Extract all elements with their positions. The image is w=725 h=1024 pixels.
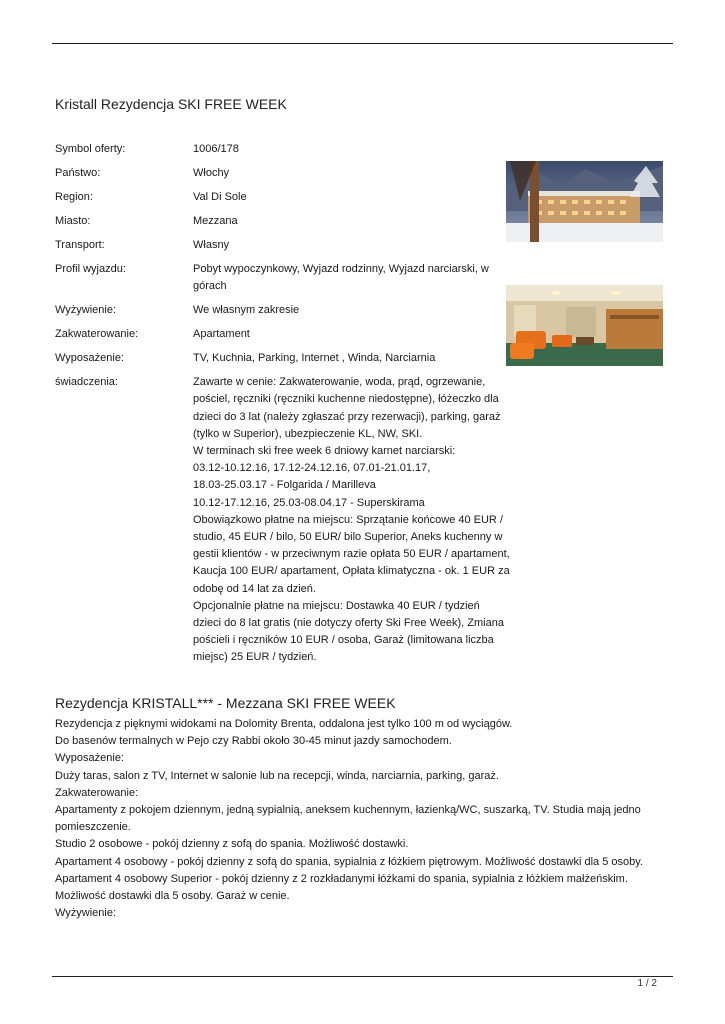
spec-value: TV, Kuchnia, Parking, Internet , Winda, Narciarnia <box>193 352 436 365</box>
spec-row-country <box>55 165 510 182</box>
lobby-interior-photo <box>506 285 663 366</box>
spec-value: Włochy <box>193 167 230 179</box>
description-paragraph: Do basenów termalnych w Pejo czy Rabbi około 30-45 minut jazdy samochodem. <box>55 735 452 748</box>
spec-value: We własnym zakresie <box>193 304 300 317</box>
spec-value: Val Di Sole <box>193 191 247 203</box>
spec-row-profile <box>55 261 510 295</box>
description-paragraph: Apartament 4 osobowy - pokój dzienny z sofą do spania, sypialnia z łóżkiem piętrowym. Możliwość dostawki dla 5 osoby. <box>55 855 643 868</box>
spec-label: Profil wyjazdu: <box>55 263 126 275</box>
spec-value: Zawarte w cenie: Zakwaterowanie, woda, prąd, ogrzewanie, pościel, ręczniki (ręczniki kuchenne niedostępne), łóżeczko dla dzieci do 3 lat (należy zgłaszać przy rezerwacji), parking, garaż (tylko w Superior), ubezpieczenie KL, NW, SKI. W terminach ski free week 6 dniowy karnet narciarski: 03.12-10.12.16, 17.12-24.12.16, 07.01-21.01.17, 18.03-25.03.17 - Folgarida / Marilleva 10.12-17.12.16, 25.03-08.04.17 - Superskirama Obowiązkowo płatne na miejscu: Sprzątanie końcowe 40 EUR / studio, 45 EUR / bilo, 50 EUR/ bilo Superior, Aneks kuchenny w gestii klientów - w przeciwnym razie opłata 50 EUR / apartament, Kaucja 100 EUR/ apartament, Opłata klimatyczna - ok. 1 EUR za odobę od 14 lat za dzień. Opcjonalnie płatne na miejscu: Dostawka 40 EUR / tydzień dzieci do 8 lat gratis (nie dotyczy oferty Ski Free Week), Zmiana pościeli i ręczników 10 EUR / osoba, Garaż (limitowana liczba miejsc) 25 EUR / tydzień. <box>193 376 510 664</box>
description-paragraph: Wyposażenie: <box>55 752 124 765</box>
footer-rule <box>52 976 673 977</box>
description-paragraph: Zakwaterowanie: <box>55 786 139 799</box>
spec-row-amenities <box>55 350 510 367</box>
spec-label: Transport: <box>55 239 105 251</box>
description-paragraph: Studio 2 osobowe - pokój dzienny z sofą do spania. Możliwość dostawki. <box>55 838 409 851</box>
spec-label: Region: <box>55 191 93 203</box>
spec-row-services <box>55 374 510 666</box>
spec-row-transport <box>55 237 510 254</box>
description-body <box>55 716 675 922</box>
spec-label: Państwo: <box>55 167 101 179</box>
spec-value: Mezzana <box>193 215 238 227</box>
spec-label: Wyżywienie: <box>55 304 117 317</box>
spec-label: Wyposażenie: <box>55 352 124 365</box>
spec-row-region <box>55 189 510 206</box>
description-paragraph: Apartamenty z pokojem dziennym, jedną sypialnią, aneksem kuchennym, łazienką/WC, suszarką, TV. Studia mają jedno pomieszczenie. <box>55 804 641 834</box>
spec-label: świadczenia: <box>55 376 118 389</box>
spec-row-symbol <box>55 141 510 158</box>
spec-row-city <box>55 213 510 230</box>
spec-row-accommodation <box>55 326 510 343</box>
page-number: 1 / 2 <box>637 978 657 989</box>
spec-row-board <box>55 302 510 319</box>
offer-specs <box>55 141 510 673</box>
spec-label: Miasto: <box>55 215 91 227</box>
spec-value: Pobyt wypoczynkowy, Wyjazd rodzinny, Wyjazd narciarski, w górach <box>193 263 489 293</box>
description-paragraph: Wyżywienie: <box>55 907 117 920</box>
hotel-exterior-photo <box>506 161 663 242</box>
spec-label: Symbol oferty: <box>55 143 126 155</box>
description-paragraph: Apartament 4 osobowy Superior - pokój dzienny z 2 rozkładanymi łóżkami do spania, sypialnia z łóżkiem małżeńskim. Możliwość dostawki dla 5 osoby. Garaż w cenie. <box>55 872 628 903</box>
spec-value: Apartament <box>193 328 250 341</box>
description-paragraph: Duży taras, salon z TV, Internet w salonie lub na recepcji, winda, narciarnia, parking, garaż. <box>55 769 499 782</box>
header-rule <box>52 43 673 44</box>
description-title: Rezydencja KRISTALL*** - Mezzana SKI FREE WEEK <box>55 695 396 711</box>
spec-value: Własny <box>193 239 230 251</box>
spec-label: Zakwaterowanie: <box>55 328 139 341</box>
spec-value: 1006/178 <box>193 143 239 155</box>
description-paragraph: Rezydencja z pięknymi widokami na Dolomity Brenta, oddalona jest tylko 100 m od wyciągów. <box>55 718 513 730</box>
offer-title: Kristall Rezydencja SKI FREE WEEK <box>55 96 287 112</box>
